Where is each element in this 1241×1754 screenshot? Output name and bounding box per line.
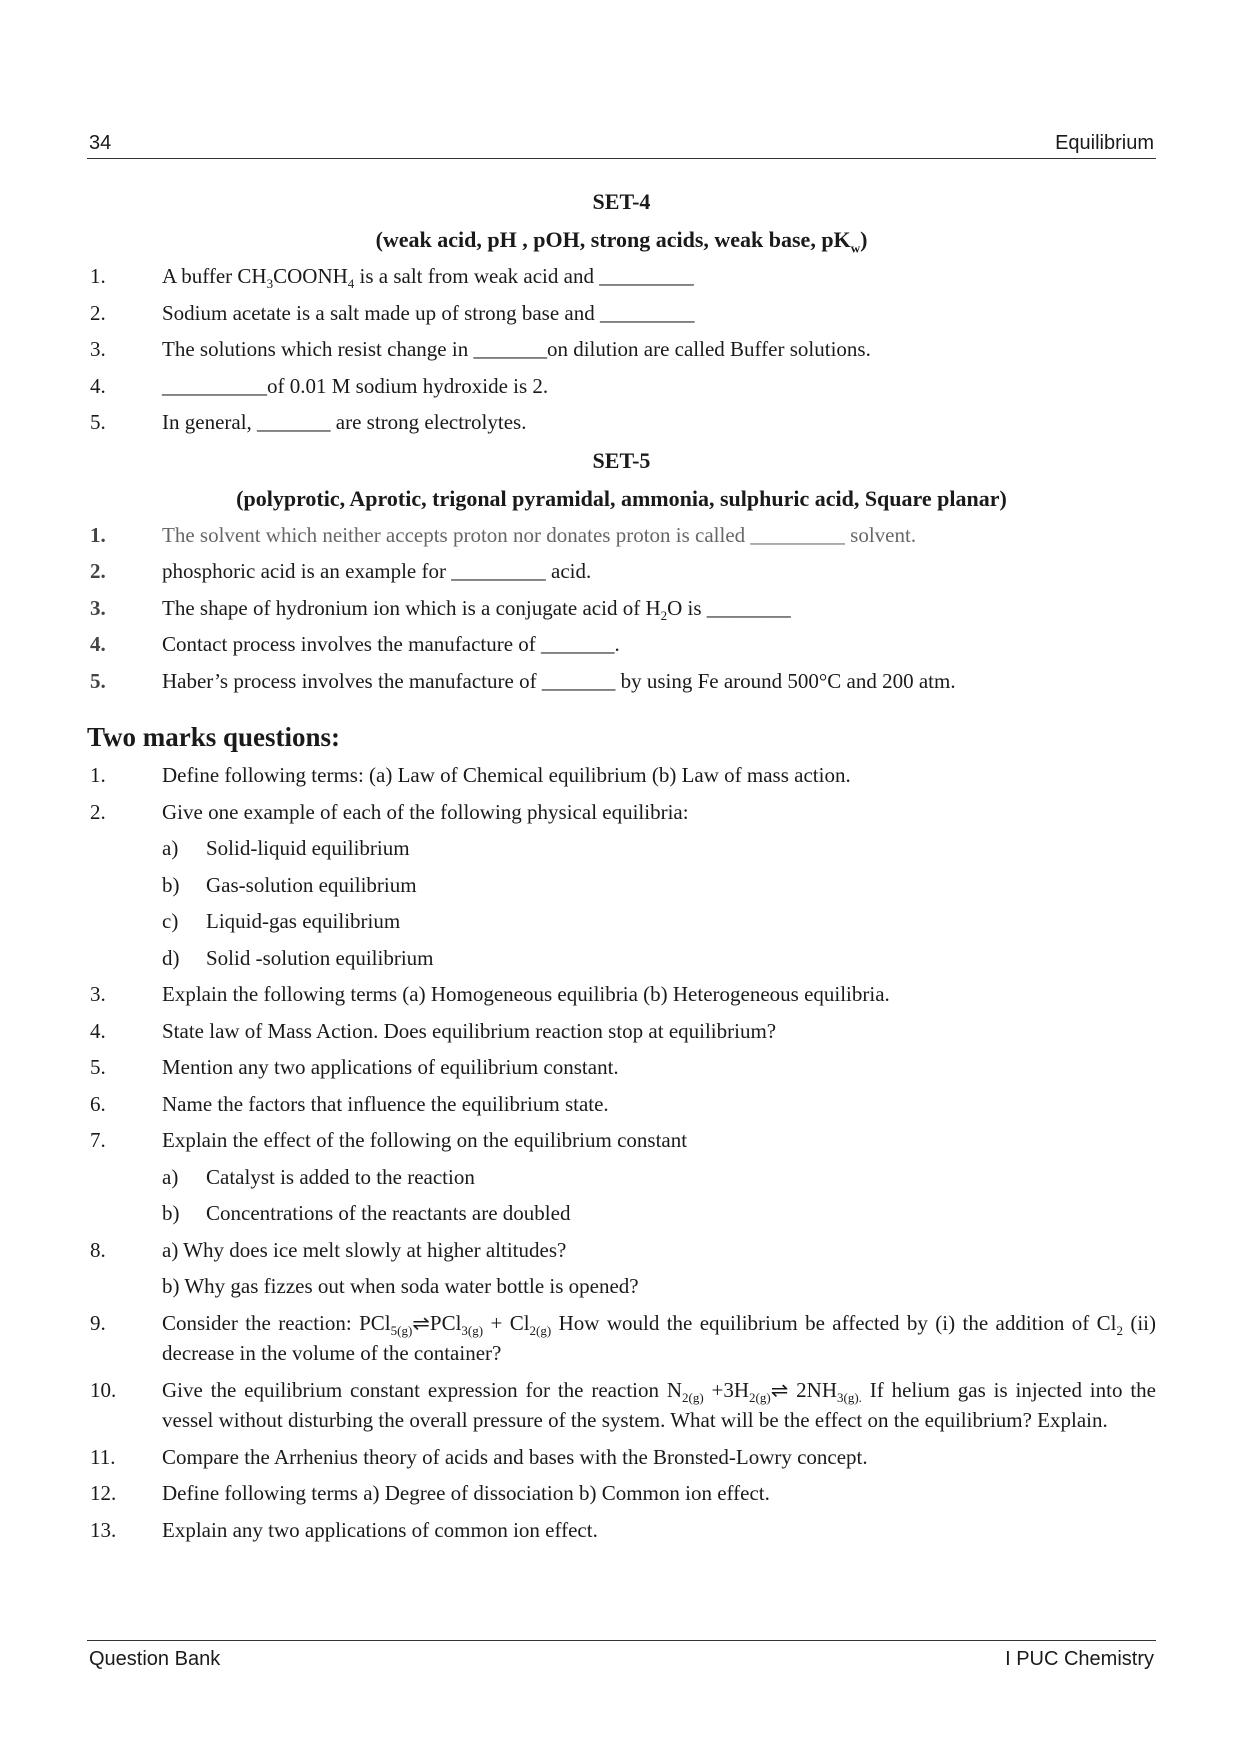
set4-title: SET-4 — [592, 189, 651, 214]
set5-item: 2. phosphoric acid is an example for _________ acid. — [90, 559, 592, 583]
set5-title: SET-5 — [592, 447, 651, 473]
page-content — [87, 182, 1156, 1548]
question-item: 5. Mention any two applications of equilibrium constant. — [90, 1055, 619, 1079]
sub-item: a) Solid-liquid equilibrium — [162, 836, 410, 860]
set4-item: 5. In general, _______ are strong electrolytes. — [90, 410, 527, 434]
question-item-continued: b) Why gas fizzes out when soda water bottle is opened? — [162, 1274, 639, 1298]
question-item: 10. Give the equilibrium constant expression for the reaction $N_{2(g)}$ $+3H_{2(g)}\rightleftharpoons$ $2NH_{3(g).}$ If helium gas is injected into the vessel without disturbing the overall pressure of the system. What will be the effect on the equilibrium? Explain. — [90, 1377, 1156, 1432]
set5-hint: (polyprotic, Aprotic, trigonal pyramidal, ammonia, sulphuric acid, Square planar) — [236, 485, 1007, 511]
set5-item: 1. The solvent which neither accepts proton nor donates proton is called _________ solvent. — [90, 522, 917, 547]
question-item: 3. Explain the following terms (a) Homogeneous equilibria (b) Heterogeneous equilibria. — [90, 982, 890, 1006]
sub-item: a) Catalyst is added to the reaction — [162, 1164, 475, 1189]
page-number: 34 — [89, 132, 112, 154]
two-marks-heading: Two marks questions: — [87, 722, 341, 752]
sub-item: b) Concentrations of the reactants are doubled — [162, 1201, 571, 1225]
set5-item: 5. Haber’s process involves the manufacture of _______ by using Fe around 500°C and 200 atm. — [90, 668, 956, 693]
question-item: 8. a) Why does ice melt slowly at higher altitudes? — [90, 1237, 567, 1262]
set5-item: 4. Contact process involves the manufacture of _______. — [90, 632, 620, 656]
set4-item: 3. The solutions which resist change in _______on dilution are called Buffer solutions. — [90, 337, 871, 361]
set4-hint: (weak acid, pH , pOH, strong acids, weak base, $pK_w$) — [375, 227, 868, 256]
set4-item: 2. Sodium acetate is a salt made up of strong base and _________ — [90, 300, 695, 325]
sub-item: d) Solid -solution equilibrium — [162, 945, 434, 970]
question-item: 6. Name the factors that influence the equilibrium state. — [90, 1091, 609, 1116]
chapter-title: Equilibrium — [1055, 132, 1154, 154]
set4-item: 1. A buffer $CH_3COONH_4$ is a salt from weak acid and _________ — [90, 264, 694, 292]
sub-item: c) Liquid-gas equilibrium — [162, 909, 401, 933]
question-item: 13. Explain any two applications of common ion effect. — [90, 1517, 598, 1542]
question-item: 4. State law of Mass Action. Does equilibrium reaction stop at equilibrium? — [90, 1018, 777, 1043]
page-header — [87, 132, 1156, 159]
question-item: 11. Compare the Arrhenius theory of acids and bases with the Bronsted-Lowry concept. — [90, 1444, 868, 1469]
question-item: 7. Explain the effect of the following on the equilibrium constant — [90, 1128, 688, 1152]
sub-item: b) Gas-solution equilibrium — [162, 872, 417, 897]
page-footer — [87, 1640, 1156, 1675]
set5-item: 3. The shape of hydronium ion which is a conjugate acid of $H_2O$ is ________ — [90, 595, 791, 623]
footer-left: Question Bank — [89, 1648, 221, 1670]
set4-item: 4. __________of 0.01 M sodium hydroxide is 2. — [90, 373, 549, 398]
footer-right: I PUC Chemistry — [1005, 1648, 1154, 1670]
question-item: 9. Consider the reaction: PCl$_{5(g)}$⇌PCl$_{3(g)}$ + $Cl_{2(g)}$ How would the equilibrium be affected by (i) the addition of $Cl_2$ (ii) decrease in the volume of the container? — [90, 1310, 1157, 1365]
question-item: 2. Give one example of each of the following physical equilibria: — [90, 799, 689, 824]
question-item: 12. Define following terms a) Degree of dissociation b) Common ion effect. — [90, 1481, 770, 1505]
question-item: 1. Define following terms: (a) Law of Chemical equilibrium (b) Law of mass action. — [90, 763, 851, 787]
